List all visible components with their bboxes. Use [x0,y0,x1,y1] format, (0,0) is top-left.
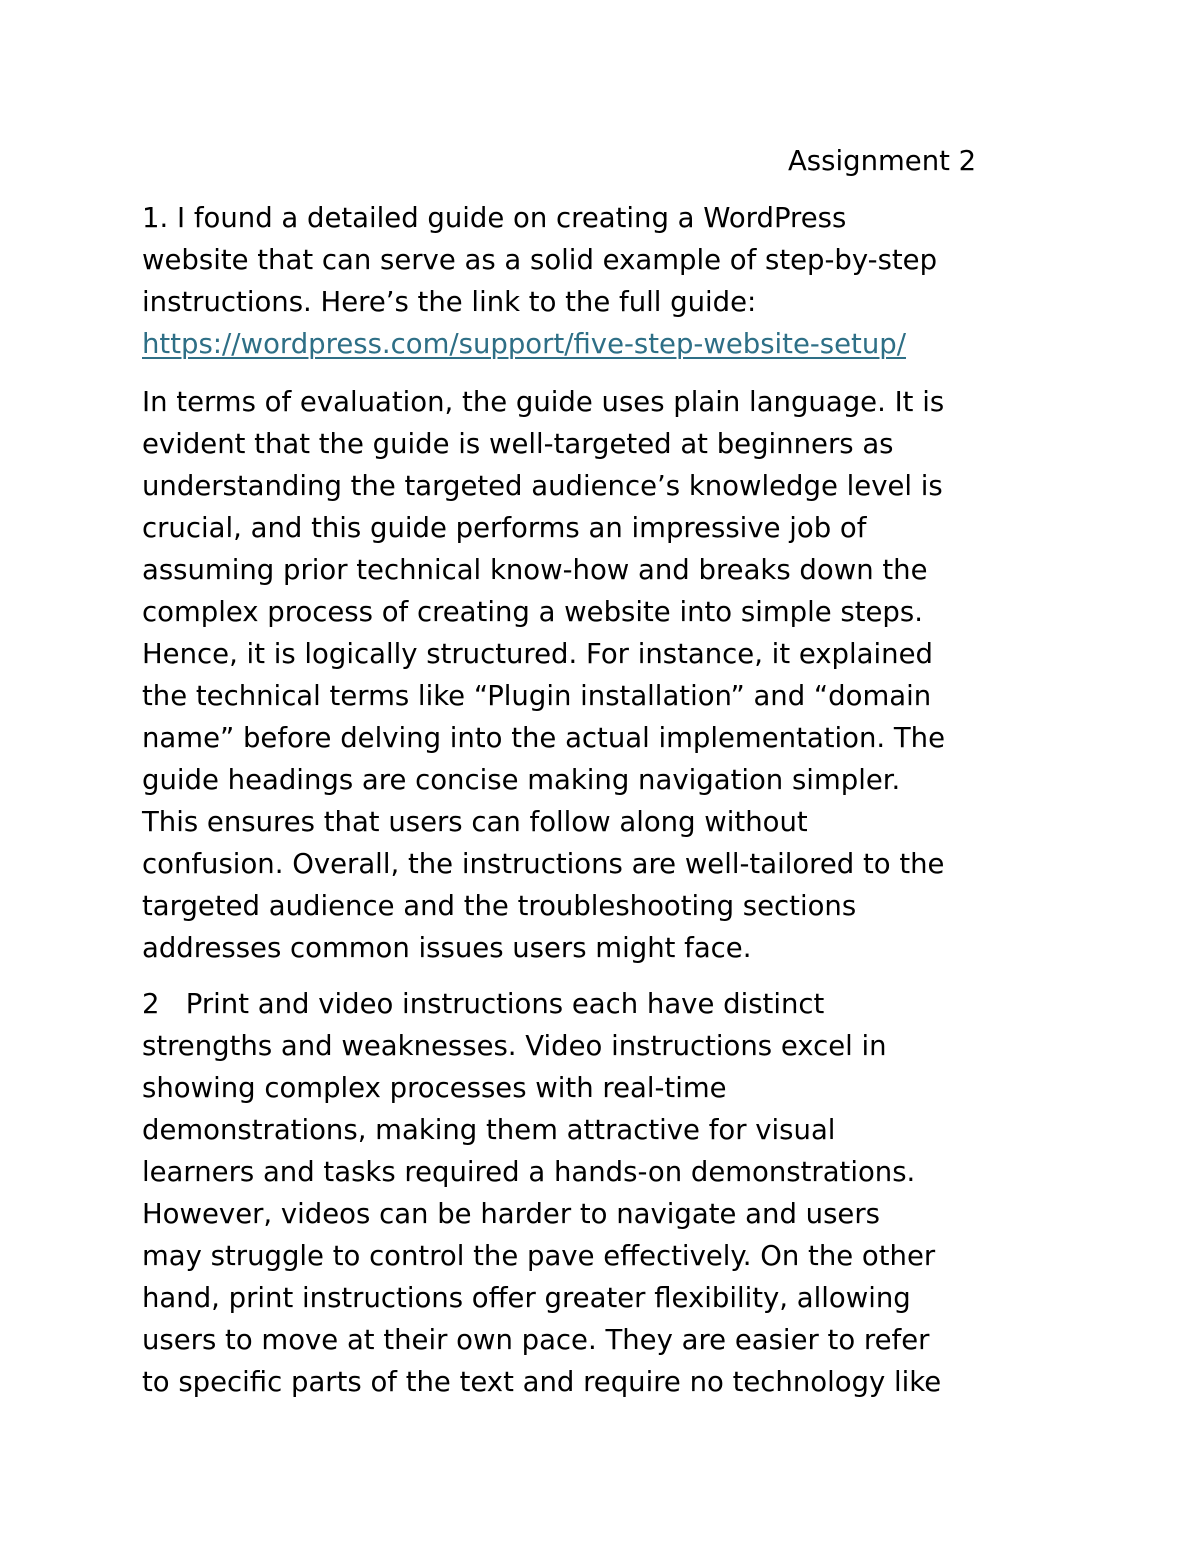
text-line: However, videos can be harder to navigate and users [142,1198,880,1230]
text-line: name” before delving into the actual implementation. The [142,722,946,754]
text-line: guide headings are concise making navigation simpler. [142,764,901,796]
text-line: learners and tasks required a hands-on demonstrations. [142,1156,916,1188]
text-line: understanding the targeted audience’s knowledge level is [142,470,943,502]
text-line: assuming prior technical know-how and breaks down the [142,554,928,586]
text-line: demonstrations, making them attractive for visual [142,1114,836,1146]
text-line: Hence, it is logically structured. For instance, it explained [142,638,933,670]
text-line: showing complex processes with real-time [142,1072,727,1104]
text-line: strengths and weaknesses. Video instructions excel in [142,1030,887,1062]
section-2-paragraph [142,983,1142,1403]
wordpress-guide-link[interactable]: https://wordpress.com/support/five-step-website-setup/ [142,328,906,360]
text-line: hand, print instructions offer greater flexibility, allowing [142,1282,911,1314]
text-line: website that can serve as a solid example of step-by-step [142,244,938,276]
text-line: instructions. Here’s the link to the full guide: [142,286,757,318]
evaluation-paragraph [142,381,1142,969]
text-line: 2 Print and video instructions each have distinct [142,988,825,1020]
text-line: addresses common issues users might face. [142,932,752,964]
text-line: confusion. Overall, the instructions are well-tailored to the [142,848,945,880]
assignment-title: Assignment 2 [788,145,977,177]
text-line: evident that the guide is well-targeted at beginners as [142,428,894,460]
text-line: 1. I found a detailed guide on creating a WordPress [142,202,847,234]
text-line: This ensures that users can follow along without [142,806,808,838]
text-line: targeted audience and the troubleshooting sections [142,890,857,922]
text-line: In terms of evaluation, the guide uses plain language. It is [142,386,945,418]
text-line: may struggle to control the pave effectively. On the other [142,1240,936,1272]
text-line: users to move at their own pace. They are easier to refer [142,1324,930,1356]
text-line: to specific parts of the text and require no technology like [142,1366,942,1398]
section-1-paragraph [142,197,1142,365]
text-line: the technical terms like “Plugin installation” and “domain [142,680,932,712]
text-line: complex process of creating a website into simple steps. [142,596,923,628]
text-line: crucial, and this guide performs an impressive job of [142,512,867,544]
